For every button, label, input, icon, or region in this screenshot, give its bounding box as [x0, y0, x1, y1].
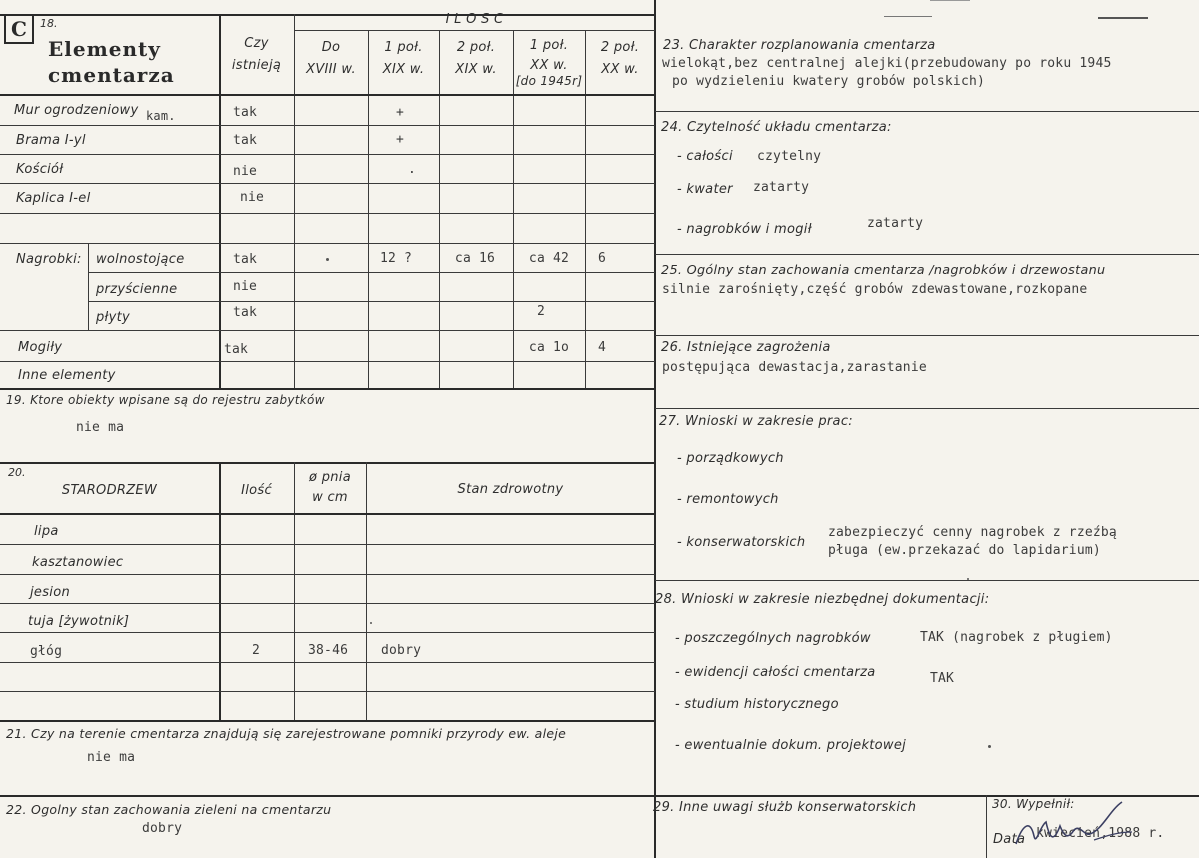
field-19-label: 19. Ktore obiekty wpisane są do rejestru zabytków [6, 393, 325, 407]
tree-health: dobry [381, 643, 422, 658]
grid-line [655, 254, 1199, 255]
field-23-label: 23. Charakter rozplanowania cmentarza [663, 38, 936, 53]
period-header: [do 1945r] [515, 74, 583, 88]
field-27-label: 27. Wnioski w zakresie prac: [659, 414, 853, 429]
field-25-label: 25. Ogólny stan zachowania cmentarza /nagrobków i drzewostanu [661, 263, 1106, 278]
row-note: kam. [146, 109, 176, 123]
grid-line [0, 632, 655, 633]
quantity-header: I L O S C [445, 12, 504, 27]
grid-line [368, 30, 369, 389]
grid-line [0, 691, 655, 692]
exists-header-line-1: Czy [244, 36, 269, 51]
date-value: kwiecień,1988 r. [1036, 826, 1165, 841]
grid-line [655, 408, 1199, 409]
field-25-value: silnie zarośnięty,część grobów zdewastowane,rozkopane [662, 282, 1088, 297]
field-24-item-label: - kwater [677, 182, 733, 197]
section-letter-box [4, 14, 34, 44]
grid-line [294, 30, 655, 31]
row-label: wolnostojące [96, 252, 185, 267]
trunk-diameter-header: ø pnia [309, 470, 351, 485]
row-label: Inne elementy [18, 368, 116, 383]
field-28-item-label: - poszczególnych nagrobków [675, 631, 871, 646]
field-24-item-value: zatarty [753, 180, 810, 195]
pen-dot [370, 622, 372, 624]
trunk-diameter-header: w cm [312, 490, 348, 505]
field-27-item-value: pługa (ew.przekazać do lapidarium) [828, 543, 1101, 558]
grid-line [439, 30, 440, 389]
field-28-item-label: - ewentualnie dokum. projektowej [675, 738, 907, 753]
tree-row-label: lipa [34, 524, 59, 539]
grid-line [0, 462, 655, 464]
row-label: Brama I-yl [16, 133, 86, 148]
field-28-item-label: - ewidencji całości cmentarza [675, 665, 876, 680]
title-line-2: cmentarza [48, 63, 175, 87]
tree-row-label: głóg [30, 644, 63, 659]
field-28-item-label: - studium historycznego [675, 697, 839, 712]
center-divider [654, 0, 656, 858]
field-26-value: postępująca dewastacja,zarastanie [662, 360, 927, 375]
row-group-label: Nagrobki: [16, 252, 82, 267]
field-27-item-label: - konserwatorskich [677, 535, 806, 550]
old-trees-quantity-header: Ilość [241, 483, 272, 498]
field-28-item-value: TAK (nagrobek z pługiem) [920, 630, 1113, 645]
grid-line [0, 662, 655, 663]
field-24-item-label: - nagrobków i mogił [677, 222, 812, 237]
signature-scribble [1010, 796, 1140, 854]
field-21-value: nie ma [87, 750, 136, 765]
exists-value: tak [233, 252, 258, 267]
tree-diameter: 38-46 [308, 643, 349, 658]
quantity-value: 2 [536, 304, 546, 319]
quantity-value: + [395, 105, 405, 120]
period-header: 2 poł. [600, 40, 640, 55]
scan-mark [930, 0, 970, 1]
grid-line [0, 603, 655, 604]
section-letter: C [11, 17, 27, 41]
scan-mark [884, 16, 932, 17]
quantity-value: ca 42 [528, 251, 570, 266]
grid-line [88, 272, 655, 273]
period-header: Do [321, 40, 341, 55]
period-header: 2 poł. [456, 40, 496, 55]
field-28-item-value: TAK [930, 671, 955, 686]
quantity-value: 12 ? [379, 251, 413, 266]
grid-line [0, 513, 655, 515]
grid-line [0, 544, 655, 545]
grid-line [219, 462, 221, 720]
pen-dot [988, 745, 991, 748]
exists-value: nie [233, 164, 258, 179]
field-30-label: 30. Wypełnił: [992, 797, 1075, 811]
grid-line [986, 795, 987, 858]
tree-quantity: 2 [252, 643, 261, 658]
grid-line [0, 361, 655, 362]
field-24-label: 24. Czytelność układu cmentarza: [661, 120, 892, 135]
grid-line [0, 243, 655, 244]
period-header: XIX w. [455, 62, 497, 77]
row-label: płyty [96, 310, 130, 325]
tree-row-label: jesion [30, 585, 70, 600]
pen-dot [326, 258, 329, 261]
field-27-item-label: - remontowych [677, 492, 779, 507]
grid-line [0, 720, 655, 722]
exists-value: nie [233, 279, 258, 294]
exists-value: tak [233, 105, 258, 120]
quantity-value: ca 16 [454, 251, 496, 266]
period-header: 1 poł. [384, 40, 423, 55]
scan-mark [1098, 17, 1148, 19]
field-22-value: dobry [142, 821, 183, 836]
grid-line [366, 462, 367, 720]
grid-line [585, 30, 586, 389]
grid-line [0, 574, 655, 575]
grid-line [0, 154, 655, 155]
exists-header-line-2: istnieją [231, 58, 282, 73]
grid-line [655, 111, 1199, 112]
field-27-item-value: zabezpieczyć cenny nagrobek z rzeźbą [828, 525, 1117, 540]
grid-line [0, 94, 655, 96]
tree-row-label: tuja [żywotnik] [28, 614, 130, 629]
grid-line [655, 335, 1199, 336]
field-27-item-label: - porządkowych [677, 451, 784, 466]
grid-line [88, 301, 655, 302]
field-number-18: 18. [40, 17, 58, 30]
grid-line [655, 580, 1199, 581]
quantity-value: + [395, 132, 405, 147]
grid-line [0, 125, 655, 126]
row-label: Mogiły [18, 340, 63, 355]
exists-value: tak [233, 133, 258, 148]
field-29-label: 29. Inne uwagi służb konserwatorskich [653, 800, 917, 815]
period-header: XVIII w. [306, 62, 356, 77]
quantity-value: 6 [598, 251, 607, 266]
period-header: XX w. [601, 62, 639, 77]
field-26-label: 26. Istniejące zagrożenia [661, 340, 831, 355]
pen-dot [967, 578, 969, 580]
quantity-value: . [407, 162, 417, 177]
grid-line [0, 330, 655, 331]
period-header: XIX w. [382, 62, 425, 77]
old-trees-header: STARODRZEW [61, 483, 158, 498]
row-label: Kaplica I-el [16, 191, 91, 206]
field-number-20: 20. [8, 466, 26, 479]
row-label: przyścienne [96, 282, 178, 297]
tree-row-label: kasztanowiec [32, 555, 124, 570]
quantity-value: ca 1o [528, 340, 570, 355]
quantity-value: 4 [598, 340, 607, 355]
field-23-value: wielokąt,bez centralnej alejki(przebudowany po roku 1945 [662, 56, 1112, 71]
health-header: Stan zdrowotny [457, 482, 564, 497]
field-23-value: po wydzieleniu kwatery grobów polskich) [672, 74, 986, 89]
period-header: 1 poł. [529, 38, 569, 53]
field-28-label: 28. Wnioski w zakresie niezbędnej dokumentacji: [655, 592, 990, 607]
title-line-1: Elementy [48, 37, 161, 61]
field-24-item-value: czytelny [757, 149, 822, 164]
grid-line [0, 213, 655, 214]
field-21-label: 21. Czy na terenie cmentarza znajdują się zarejestrowane pomniki przyrody ew. aleje [6, 726, 567, 741]
period-header: XX w. [530, 58, 568, 73]
field-24-item-label: - całości [677, 149, 733, 164]
grid-line [88, 244, 89, 330]
row-label: Kościół [16, 162, 64, 177]
field-22-label: 22. Ogolny stan zachowania zieleni na cmentarzu [6, 802, 332, 817]
exists-value: nie [240, 190, 265, 205]
exists-value: tak [233, 305, 258, 320]
exists-value: tak [224, 342, 249, 357]
grid-line [0, 183, 655, 184]
row-label: Mur ogrodzeniowy [14, 103, 139, 118]
date-label: Data [993, 832, 1026, 847]
field-19-value: nie ma [76, 420, 125, 435]
section-title [48, 36, 175, 88]
field-24-item-value: zatarty [867, 216, 924, 231]
grid-line [0, 388, 655, 390]
